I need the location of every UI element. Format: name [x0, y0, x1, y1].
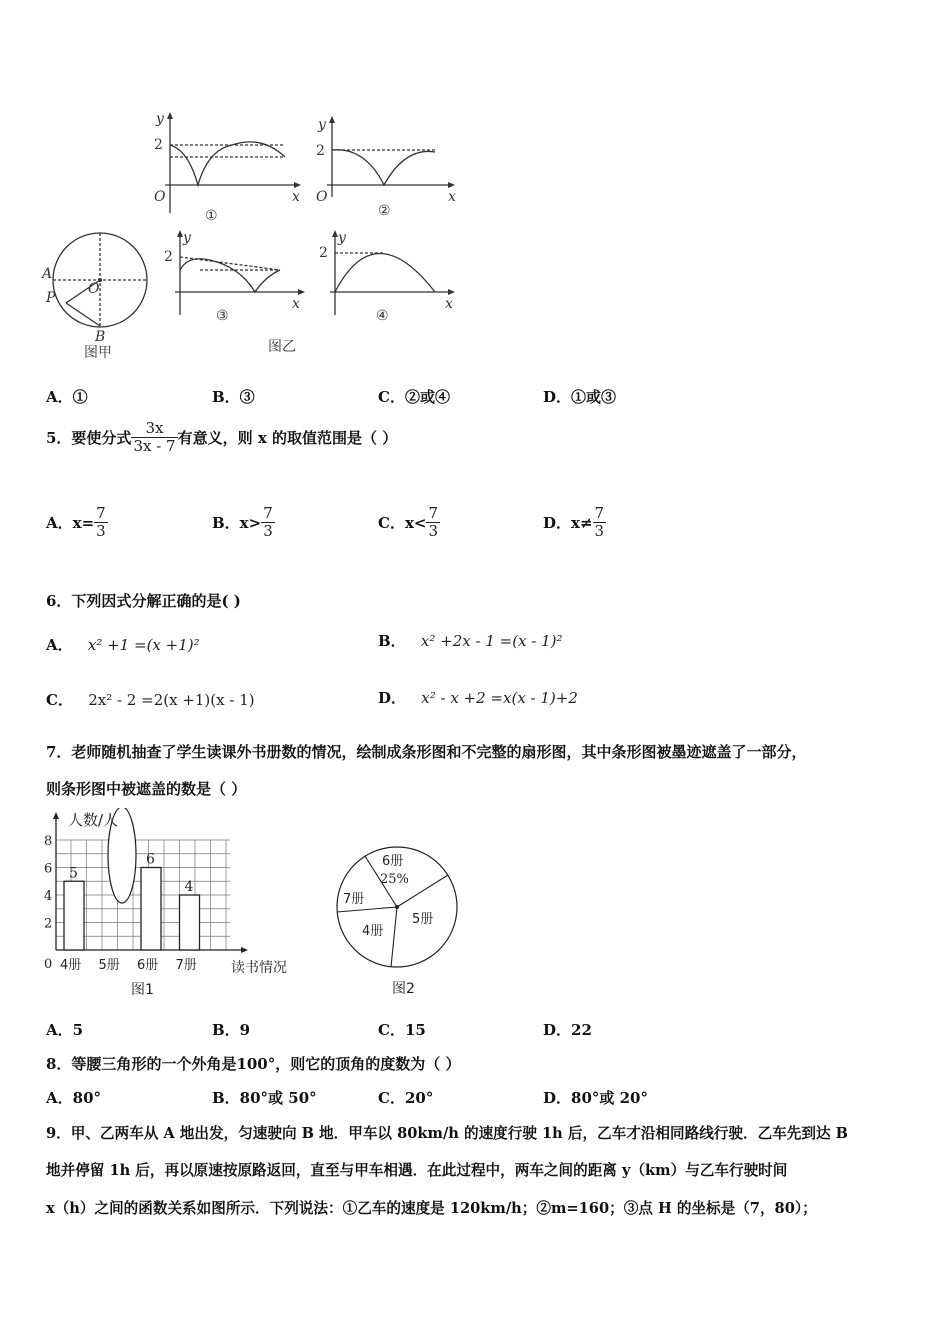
q6-option-b-label: B．	[378, 632, 406, 650]
q5-suffix: 有意义，则 x 的取值范围是（ ）	[177, 429, 398, 448]
q5-prefix: 5．要使分式	[46, 429, 132, 448]
g4-curve	[335, 254, 435, 293]
bar-value-label: 6	[146, 851, 155, 868]
circle-label-p: P	[46, 290, 56, 306]
q4-option-a[interactable]: A．①	[46, 388, 88, 406]
g3-x-arrow	[298, 289, 305, 295]
g2-origin: O	[316, 189, 328, 205]
g3-caption: ③	[216, 308, 229, 324]
q6-option-c[interactable]	[46, 689, 255, 710]
q5-c-den: 3	[428, 522, 438, 541]
bar-chart	[38, 808, 303, 1003]
q6-option-b[interactable]	[378, 630, 563, 651]
q5-frac-den: 3x - 7	[133, 437, 176, 456]
q5-c-num: 7	[428, 504, 438, 522]
q5-a-den: 3	[96, 522, 106, 541]
bar-category-label: 6册	[137, 958, 159, 973]
g4-x-arrow	[448, 289, 455, 295]
g2-curve	[332, 150, 435, 185]
caption-jia: 图甲	[84, 345, 112, 361]
pie-label-5: 5册	[412, 912, 434, 927]
g3-y-label: y	[183, 230, 191, 246]
pie-label-7: 7册	[343, 892, 365, 907]
q8-option-b[interactable]: B．80°或 50°	[212, 1089, 317, 1107]
q6-option-d-expr: x² - x +2 =x(x - 1)+2	[421, 689, 578, 707]
chord-pb	[66, 303, 100, 326]
q6-option-a-expr: x² +1 =(x +1)²	[87, 636, 200, 654]
q5-b-num: 7	[263, 504, 273, 522]
bar-category-label: 4册	[60, 958, 82, 973]
q8-option-d[interactable]: D．80°或 20°	[543, 1089, 648, 1107]
q5-d-num: 7	[594, 504, 605, 522]
q7-stem-line1: 7．老师随机抽查了学生读课外书册数的情况，绘制成条形图和不完整的扇形图，其中条形图被墨迹遮盖了一部分，	[46, 743, 807, 761]
g1-tick-2: 2	[154, 137, 163, 153]
q7-option-a[interactable]: A．5	[46, 1021, 84, 1039]
g2-x-arrow	[448, 182, 455, 188]
q7-stem-line2: 则条形图中被遮盖的数是（ ）	[46, 780, 247, 798]
q6-option-c-label: C．	[46, 691, 73, 709]
q5-option-b[interactable]	[212, 505, 275, 541]
q5-option-d-frac	[593, 505, 607, 541]
bar-3	[180, 895, 200, 950]
g2-caption: ②	[378, 203, 391, 219]
g1-x-arrow	[294, 182, 301, 188]
q4-option-c[interactable]: C．②或④	[378, 388, 450, 406]
q5-frac-num: 3x	[145, 419, 164, 437]
q7-option-b[interactable]: B．9	[212, 1021, 251, 1039]
pie-caption: 图2	[392, 981, 415, 997]
pie-label-6: 6册	[382, 854, 404, 869]
g3-x-label: x	[292, 296, 300, 312]
g4-y-label: y	[338, 230, 346, 246]
q5-a-num: 7	[96, 504, 106, 522]
q6-option-b-expr: x² +2x - 1 =(x - 1)²	[420, 632, 563, 650]
bar-value-label: 4	[184, 879, 194, 895]
q5-option-a[interactable]	[46, 505, 108, 541]
bar-2	[141, 868, 161, 951]
bar-ytick-label: 8	[44, 834, 53, 849]
pie-center-dot	[395, 905, 399, 909]
g1-y-arrow	[167, 112, 173, 119]
q5-option-c-label: C．x<	[378, 514, 427, 533]
g2-x-label: x	[448, 189, 456, 205]
g3-tick-2: 2	[164, 249, 173, 265]
q9-line3: x（h）之间的函数关系如图所示．下列说法：①乙车的速度是 120km/h；②m=160；③点 H 的坐标是（7，80）；	[46, 1200, 817, 1217]
q7-option-d[interactable]: D．22	[543, 1021, 592, 1039]
q5-option-a-frac	[94, 505, 108, 541]
q6-option-d-label: D．	[378, 689, 407, 707]
circle-label-o: O	[88, 281, 100, 297]
bar-category-label: 5册	[98, 958, 120, 973]
bar-origin: 0	[44, 957, 53, 972]
bar-value-label: 5	[69, 865, 78, 882]
g2-y-label: y	[318, 117, 326, 133]
pie-label-25pct: 25%	[380, 872, 409, 887]
q4-figure-svg	[40, 105, 465, 365]
g1-caption: ①	[205, 208, 218, 224]
circle-label-a: A	[42, 266, 53, 282]
g4-x-label: x	[445, 296, 453, 312]
bar-category-label: 7册	[175, 958, 197, 973]
bar-caption: 图1	[131, 982, 154, 998]
q6-option-c-expr: 2x² - 2 =2(x +1)(x - 1)	[88, 691, 255, 709]
q5-option-c[interactable]	[378, 505, 440, 541]
g1-origin: O	[154, 189, 166, 205]
bar-0	[64, 881, 84, 950]
bar-xlabel: 读书情况	[231, 960, 287, 976]
q5-d-den: 3	[594, 522, 605, 541]
q6-option-a[interactable]	[46, 634, 200, 655]
g1-x-label: x	[292, 189, 300, 205]
pie-chart-svg	[330, 840, 470, 1000]
q9-line2: 地并停留 1h 后，再以原速按原路返回，直至与甲车相遇．在此过程中，两车之间的距离 y（km）与乙车行驶时间	[46, 1162, 788, 1179]
q5-option-b-frac	[261, 505, 275, 541]
bar-ytick-label: 4	[44, 889, 53, 904]
q5-option-d[interactable]	[543, 505, 606, 541]
bar-ylabel: 人数/人	[68, 811, 119, 829]
q4-option-d[interactable]: D．①或③	[543, 388, 617, 406]
bar-chart-svg	[38, 808, 303, 1003]
q5-fraction	[131, 420, 177, 456]
bar-x-arrow	[241, 947, 248, 953]
g4-caption: ④	[376, 308, 389, 324]
q8-stem: 8．等腰三角形的一个外角是100°，则它的顶角的度数为（ ）	[46, 1055, 461, 1073]
caption-yi: 图乙	[268, 339, 296, 355]
pie-chart	[330, 840, 470, 1000]
bar-ytick-label: 2	[44, 916, 53, 932]
circle-label-b: B	[95, 329, 106, 345]
g1-y-label: y	[156, 111, 164, 127]
pie-boundary-3	[391, 907, 397, 967]
bar-y-arrow	[53, 812, 59, 819]
g2-y-arrow	[329, 116, 335, 123]
q6-option-d[interactable]	[378, 687, 578, 708]
pie-boundary-4	[337, 907, 397, 912]
q7-option-c[interactable]: C．15	[378, 1021, 426, 1039]
q8-option-c[interactable]: C．20°	[378, 1089, 434, 1107]
q9-line1: 9．甲、乙两车从 A 地出发，匀速驶向 B 地．甲车以 80km/h 的速度行驶 1h 后，乙车才沿相同路线行驶．乙车先到达 B	[46, 1125, 848, 1142]
q8-option-a[interactable]: A．80°	[46, 1089, 102, 1107]
q5-option-b-label: B．x>	[212, 514, 262, 533]
q5-b-den: 3	[263, 522, 273, 541]
bar-ytick-label: 6	[44, 861, 53, 877]
q5-option-a-label: A．x=	[46, 514, 95, 533]
q5-option-d-label: D．x≠	[543, 514, 593, 533]
q4-option-b[interactable]: B．③	[212, 388, 255, 406]
q6-option-a-label: A．	[46, 636, 73, 654]
g2-tick-2: 2	[316, 143, 325, 159]
q5-option-c-frac	[426, 505, 440, 541]
q5-stem	[46, 420, 397, 456]
pie-label-4: 4册	[362, 924, 384, 939]
q6-stem: 6．下列因式分解正确的是( )	[46, 592, 241, 610]
q4-figure	[40, 105, 465, 365]
g1-curve	[170, 142, 285, 185]
g4-tick-2: 2	[319, 245, 328, 261]
